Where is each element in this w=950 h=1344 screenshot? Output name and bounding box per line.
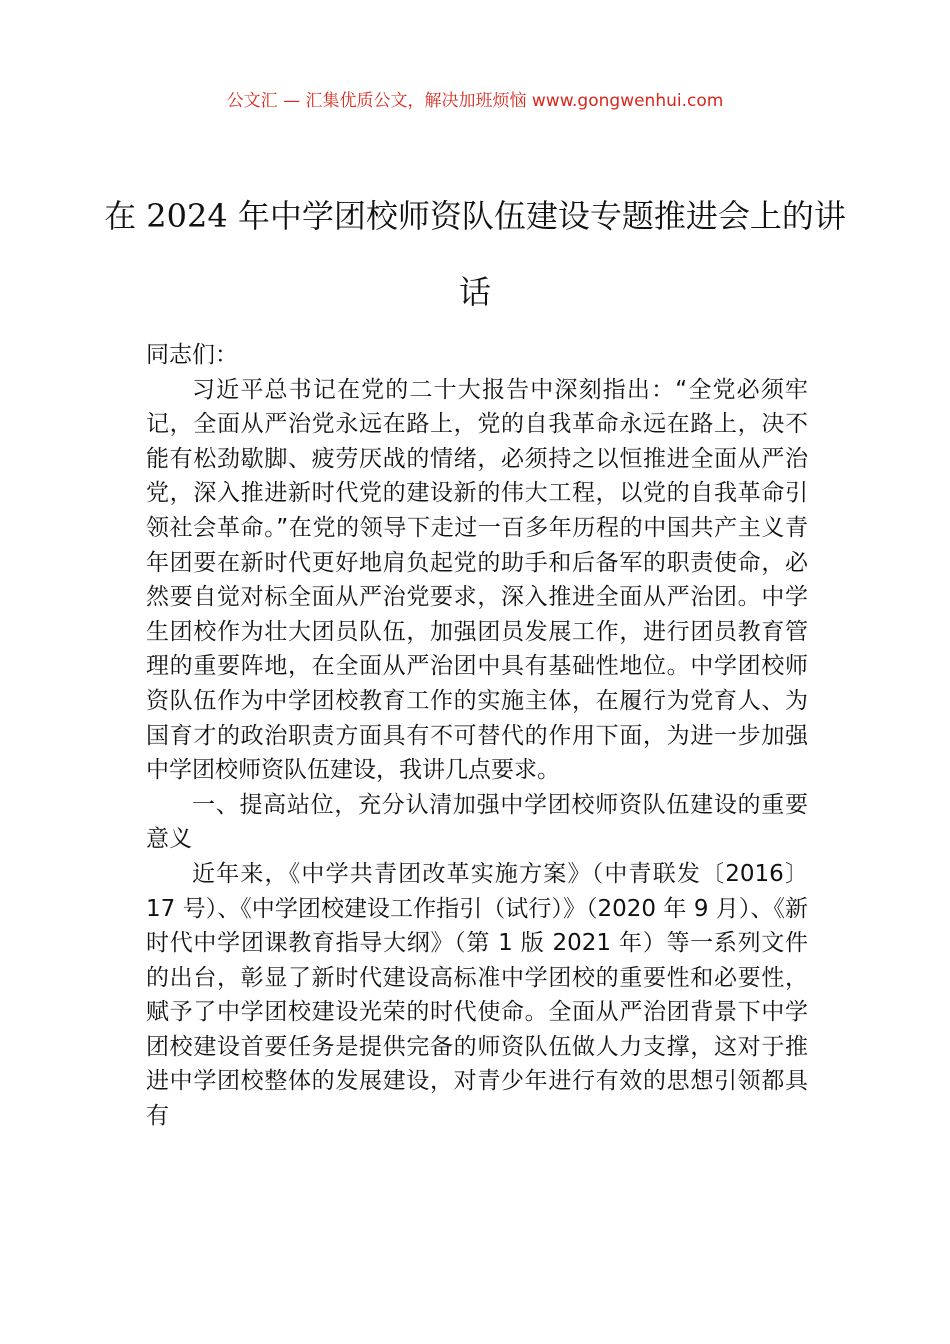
section-heading-1: 一、提高站位，充分认清加强中学团校师资队伍建设的重要意义	[146, 791, 808, 853]
paragraph-intro: 习近平总书记在党的二十大报告中深刻指出：“全党必须牢记，全面从严治党永远在路上，党的自我革命永远在路上，决不能有松劲歇脚、疲劳厌战的情绪，必须持之以恒推进全面从严治党，深入推进新时代党的建设新的伟大工程，以党的自我革命引领社会革命。”在党的领导下走过一百多年历程的中国共产主义青年团要在新时代更好地肩负起党的助手和后备军的职责使命，必然要自觉对标全面从严治党要求，深入推进全面从严治团。中学生团校作为壮大团员队伍，加强团员发展工作，进行团员教育管理的重要阵地，在全面从严治团中具有基础性地位。中学团校师资队伍作为中学团校教育工作的实施主体，在履行为党育人、为国育才的政治职责方面具有不可替代的作用下面，为进一步加强中学团校师资队伍建设，我讲几点要求。	[146, 376, 808, 784]
salutation: 同志们：	[146, 342, 238, 368]
document-title: 在 2024 年中学团校师资队伍建设专题推进会上的讲话	[104, 197, 846, 311]
document-body	[146, 338, 808, 1134]
header-banner: 公文汇 — 汇集优质公文，解决加班烦恼 www.gongwenhui.com	[226, 91, 724, 111]
paragraph-section-1: 近年来，《中学共青团改革实施方案》（中青联发〔2016〕17 号）、《中学团校建设工作指引（试行）》（2020 年 9 月）、《新时代中学团课教育指导大纲》（第 1 版 2021 年）等一系列文件的出台，彰显了新时代建设高标准中学团校的重要性和必要性，赋予了中学团校建设光荣的时代使命。全面从严治团背景下中学团校建设首要任务是提供完备的师资队伍做人力支撑，这对于推进中学团校整体的发展建设，对青少年进行有效的思想引领都具有	[146, 860, 808, 1130]
